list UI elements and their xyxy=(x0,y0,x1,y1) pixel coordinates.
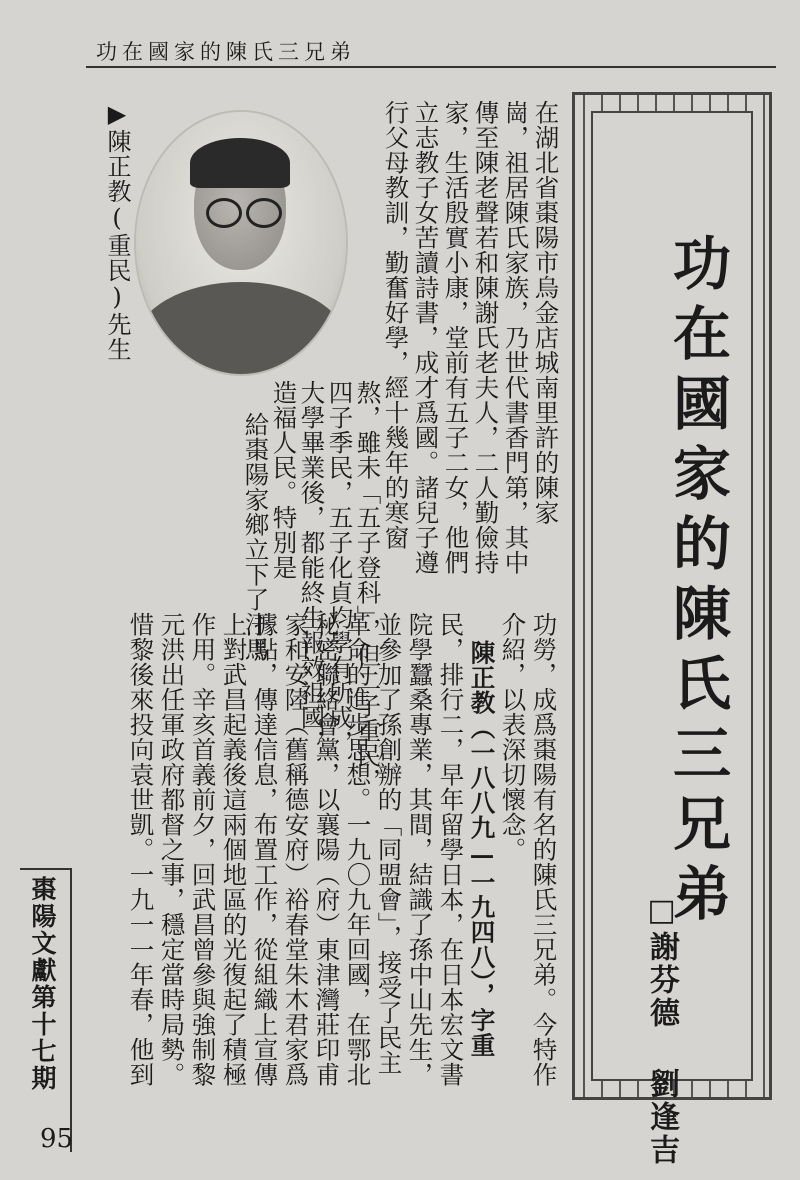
text-column: 給棗陽家鄉立下了汗馬 xyxy=(241,412,271,662)
text-column: 造福人民。特別是 xyxy=(269,380,299,580)
text-column: 革命的進步思想。一九〇九年回國，在鄂北 xyxy=(343,612,373,1087)
portrait-hair xyxy=(190,138,290,188)
text-column: 家和安陸（舊稱德安府）裕春堂朱木君家爲 xyxy=(281,612,311,1087)
text-column: 並參加了孫創辦的「同盟會」，接受了民主 xyxy=(374,612,404,1075)
running-header xyxy=(86,36,776,68)
article-authors: □謝芬德 劉逢吉 xyxy=(644,893,679,1167)
page-number: 95 xyxy=(40,1124,74,1154)
text-column: 作用。辛亥首義前夕，回武昌曾參與強制黎 xyxy=(188,612,218,1087)
text-column: 崗，祖居陳氏家族，乃世代書香門第，其中 xyxy=(501,100,531,575)
portrait-photo xyxy=(136,112,346,374)
title-panel xyxy=(591,111,753,1167)
text-column: 熬，雖未「五子登科」，但二子重民， xyxy=(353,380,383,793)
text-column: 家，生活殷實小康，堂前有五子二女，他們 xyxy=(441,100,471,575)
text-column: 在湖北省棗陽市烏金店城南里許的陳家 xyxy=(531,100,561,525)
text-column: 據點，傳達信息，布置工作，從組織上宣傳 xyxy=(250,612,280,1087)
text-column: 大學畢業後，都能終生報效祖國， xyxy=(297,380,327,755)
title-box xyxy=(572,92,772,1167)
journal-title: 棗陽文獻第十七期 xyxy=(28,876,57,1092)
text-column: 功勞，成爲棗陽有名的陳氏三兄弟。今特作 xyxy=(529,612,559,1087)
photo-caption: ▶陳正教(重民)先生 xyxy=(103,100,131,362)
text-column: 介紹，以表深切懷念。 xyxy=(498,612,528,862)
portrait-body xyxy=(136,282,346,374)
text-column: 行父母教訓，勤奮好學，經十幾年的寒窗 xyxy=(381,100,411,550)
text-column: 民，排行二，早年留學日本，在日本宏文書 xyxy=(436,612,466,1087)
text-column: 立志教子女苦讀詩書，成才爲國。諸兒子遵 xyxy=(411,100,441,575)
glasses-left-icon xyxy=(206,198,242,228)
text-column: 院學蠶桑專業，其間，結識了孫中山先生， xyxy=(405,612,435,1087)
text-column: 惜黎後來投向袁世凱。一九一一年春，他到 xyxy=(126,612,156,1087)
running-title: 功在國家的陳氏三兄弟 xyxy=(96,40,356,64)
text-column: 上對武昌起義後這兩個地區的光復起了積極 xyxy=(219,612,249,1087)
person-intro-column: 陳正教（一八八九—一九四八），字重 xyxy=(467,640,497,1058)
text-column: 秘密聯絡會黨，以襄陽（府）東津灣莊印甫 xyxy=(312,612,342,1087)
text-column: 四子季民，五子化貞均學有所成， xyxy=(325,380,355,755)
glasses-right-icon xyxy=(246,198,282,228)
article-title: 功在國家的陳氏三兄弟 xyxy=(663,233,731,933)
text-column: 元洪出任軍政府都督之事，穩定當時局勢。 xyxy=(157,612,187,1087)
text-column: 傳至陳老聲若和陳謝氏老夫人，二人勤儉持 xyxy=(471,100,501,575)
